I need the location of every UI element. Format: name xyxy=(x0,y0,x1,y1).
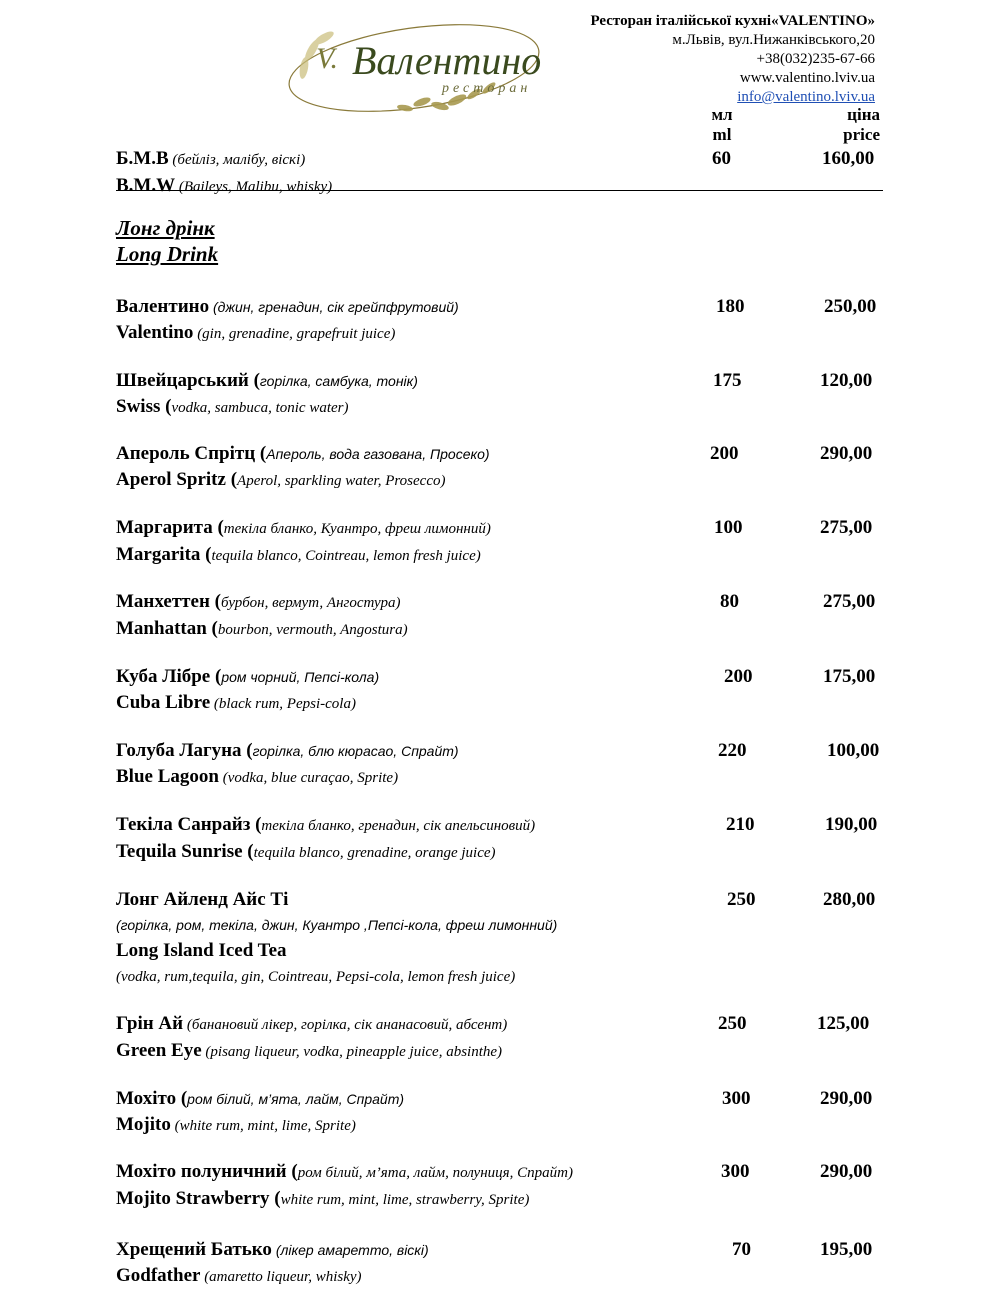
item-name-en: Long Island Iced Tea xyxy=(116,940,287,961)
item-ingredients-en: white rum, mint, lime, strawberry, Sprite) xyxy=(280,1192,530,1208)
item-ingredients-ua: текіла бланко, гренадин, сік апельсиновий) xyxy=(261,818,536,834)
item-ml: 300 xyxy=(722,1088,751,1109)
item-name-en: Green Eye xyxy=(116,1040,202,1061)
divider xyxy=(116,190,883,191)
menu-item-long-island xyxy=(116,887,557,990)
item-name-ua: Мохіто полуничний ( xyxy=(116,1161,298,1182)
item-name-ua: Лонг Айленд Айс Ті xyxy=(116,889,289,910)
item-name-ua: Мохіто ( xyxy=(116,1088,188,1109)
item-ml: 210 xyxy=(726,814,755,835)
item-ingredients-en: bourbon, vermouth, Angostura) xyxy=(217,622,408,638)
email-link[interactable]: info@valentino.lviv.ua xyxy=(737,89,875,105)
item-ingredients-en: tequila blanco, Cointreau, lemon fresh juice) xyxy=(211,548,481,564)
item-name-ua: Швейцарський ( xyxy=(116,370,260,391)
item-name-ua: Маргарита ( xyxy=(116,517,224,538)
item-ingredients-ua: текіла бланко, Куантро, фреш лимонний) xyxy=(223,521,491,537)
item-price: 125,00 xyxy=(817,1013,870,1034)
item-ml: 100 xyxy=(714,517,743,538)
item-price: 290,00 xyxy=(820,1161,873,1182)
item-ingredients-ua: ром білий, м’ята, лайм, полуниця, Спрайт) xyxy=(297,1165,573,1181)
item-ingredients-ua: горілка, блю кюрасао, Спрайт) xyxy=(252,743,459,759)
item-ml: 175 xyxy=(713,370,742,391)
item-ingredients-ua: ром білий, м’ята, лайм, Спрайт) xyxy=(187,1091,405,1107)
item-ingredients-en: (Baileys, Malibu, whisky) xyxy=(175,179,333,195)
item-ingredients-ua: горілка, самбука, тонік) xyxy=(259,373,418,389)
item-name-ua: Валентино xyxy=(116,296,210,317)
logo-script: Валентино xyxy=(352,38,542,83)
menu-item-manhattan xyxy=(116,589,408,643)
website[interactable]: www.valentino.lviv.ua xyxy=(739,70,875,86)
item-ml: 180 xyxy=(716,296,745,317)
restaurant-name: Ресторан італійської кухні«VALENTINO» xyxy=(590,13,875,29)
logo-subtitle: ресторан xyxy=(442,81,532,96)
item-ingredients-en: Aperol, sparkling water, Prosecco) xyxy=(237,473,446,489)
column-price-en: price xyxy=(843,125,880,144)
item-name-en: Mojito Strawberry ( xyxy=(116,1188,281,1209)
item-price: 290,00 xyxy=(820,1088,873,1109)
item-ingredients-ua: Апероль, вода газована, Просеко) xyxy=(266,446,490,462)
item-ml: 200 xyxy=(710,443,739,464)
item-name-en: Godfather xyxy=(116,1265,201,1286)
menu-item-margarita xyxy=(116,515,491,569)
item-name-ua: Манхеттен ( xyxy=(116,591,221,612)
item-price: 160,00 xyxy=(822,148,875,169)
menu-item-bmw xyxy=(116,146,332,200)
section-title-ua: Лонг дрінк xyxy=(116,216,215,240)
item-ingredients-en: (white rum, mint, lime, Sprite) xyxy=(170,1118,356,1134)
item-name-ua: Апероль Спрітц ( xyxy=(116,443,267,464)
item-name-en: Margarita ( xyxy=(116,544,212,565)
logo-monogram: V. xyxy=(316,42,338,75)
menu-item-swiss xyxy=(116,368,418,421)
item-ingredients-en: (vodka, rum,tequila, gin, Cointreau, Pepsi-cola, lemon fresh juice) xyxy=(116,969,516,985)
menu-item-cuba-libre xyxy=(116,664,379,717)
item-ml: 60 xyxy=(712,148,731,169)
column-header-ml xyxy=(705,105,739,145)
column-price-ua: ціна xyxy=(847,105,880,124)
item-name-ua: Куба Лібре ( xyxy=(116,666,222,687)
menu-item-aperol-spritz xyxy=(116,441,490,494)
item-ingredients-en: tequila blanco, grenadine, orange juice) xyxy=(253,845,496,861)
item-ingredients-en: vodka, sambuca, tonic water) xyxy=(171,400,349,416)
item-price: 120,00 xyxy=(820,370,873,391)
item-name-ua: Б.М.В xyxy=(116,148,169,169)
contact-block xyxy=(590,12,875,107)
item-ingredients-en: (pisang liqueur, vodka, pineapple juice, absinthe) xyxy=(201,1044,503,1060)
item-price: 290,00 xyxy=(820,443,873,464)
menu-item-godfather xyxy=(116,1237,429,1290)
column-ml-en: ml xyxy=(712,125,732,144)
item-ml: 250 xyxy=(718,1013,747,1034)
item-ingredients-ua: (горілка, ром, текіла, джин, Куантро ,Пепсі-кола, фреш лимонний) xyxy=(116,917,558,933)
item-ml: 220 xyxy=(718,740,747,761)
item-name-en: Swiss ( xyxy=(116,396,172,417)
item-ingredients-ua: (бейліз, малібу, віскі) xyxy=(168,152,306,168)
item-ingredients-en: (gin, grenadine, grapefruit juice) xyxy=(193,326,396,342)
item-ml: 250 xyxy=(727,889,756,910)
item-ingredients-en: (amaretto liqueur, whisky) xyxy=(200,1269,362,1285)
phone: +38(032)235-67-66 xyxy=(756,51,875,67)
menu-item-valentino xyxy=(116,294,459,347)
item-name-en: Valentino xyxy=(116,322,194,343)
item-ml: 300 xyxy=(721,1161,750,1182)
item-name-ua: Хрещений Батько xyxy=(116,1239,272,1260)
item-ingredients-en: (vodka, blue curaçao, Sprite) xyxy=(218,770,399,786)
menu-item-green-eye xyxy=(116,1011,507,1065)
item-price: 100,00 xyxy=(827,740,880,761)
item-name-ua: Голуба Лагуна ( xyxy=(116,740,253,761)
item-name-en: Aperol Spritz ( xyxy=(116,469,238,490)
item-ingredients-ua: ром чорний, Пепсі-кола) xyxy=(221,669,380,685)
item-ingredients-ua: (джин, гренадин, сік грейпфрутовий) xyxy=(209,299,459,315)
menu-item-mojito xyxy=(116,1086,404,1139)
item-ingredients-ua: (лікер амаретто, віскі) xyxy=(271,1242,429,1258)
item-ml: 80 xyxy=(720,591,739,612)
item-ingredients-ua: (банановий лікер, горілка, сік ананасовий, абсент) xyxy=(183,1017,508,1033)
item-name-en: Cuba Libre xyxy=(116,692,211,713)
item-ml: 70 xyxy=(732,1239,751,1260)
menu-item-tequila-sunrise xyxy=(116,812,535,866)
column-ml-ua: мл xyxy=(711,105,733,124)
item-price: 195,00 xyxy=(820,1239,873,1260)
item-name-ua: Грін Ай xyxy=(116,1013,184,1034)
valentino-logo xyxy=(282,10,562,114)
column-header-price xyxy=(830,105,880,145)
item-price: 275,00 xyxy=(820,517,873,538)
item-price: 190,00 xyxy=(825,814,878,835)
menu-item-blue-lagoon xyxy=(116,738,459,791)
item-ml: 200 xyxy=(724,666,753,687)
item-price: 175,00 xyxy=(823,666,876,687)
item-name-en: Manhattan ( xyxy=(116,618,218,639)
item-name-en: Mojito xyxy=(116,1114,171,1135)
address: м.Львів, вул.Нижанківського,20 xyxy=(672,32,875,48)
item-price: 275,00 xyxy=(823,591,876,612)
item-price: 250,00 xyxy=(824,296,877,317)
item-price: 280,00 xyxy=(823,889,876,910)
menu-item-mojito-strawberry xyxy=(116,1159,573,1213)
section-title-en: Long Drink xyxy=(116,242,219,266)
item-ingredients-ua: бурбон, вермут, Ангостура) xyxy=(220,595,401,611)
item-name-en: B.M.W xyxy=(116,175,176,196)
item-name-ua: Текіла Санрайз ( xyxy=(116,814,262,835)
item-ingredients-en: (black rum, Pepsi-cola) xyxy=(210,696,356,712)
item-name-en: Blue Lagoon xyxy=(116,766,219,787)
item-name-en: Tequila Sunrise ( xyxy=(116,841,254,862)
